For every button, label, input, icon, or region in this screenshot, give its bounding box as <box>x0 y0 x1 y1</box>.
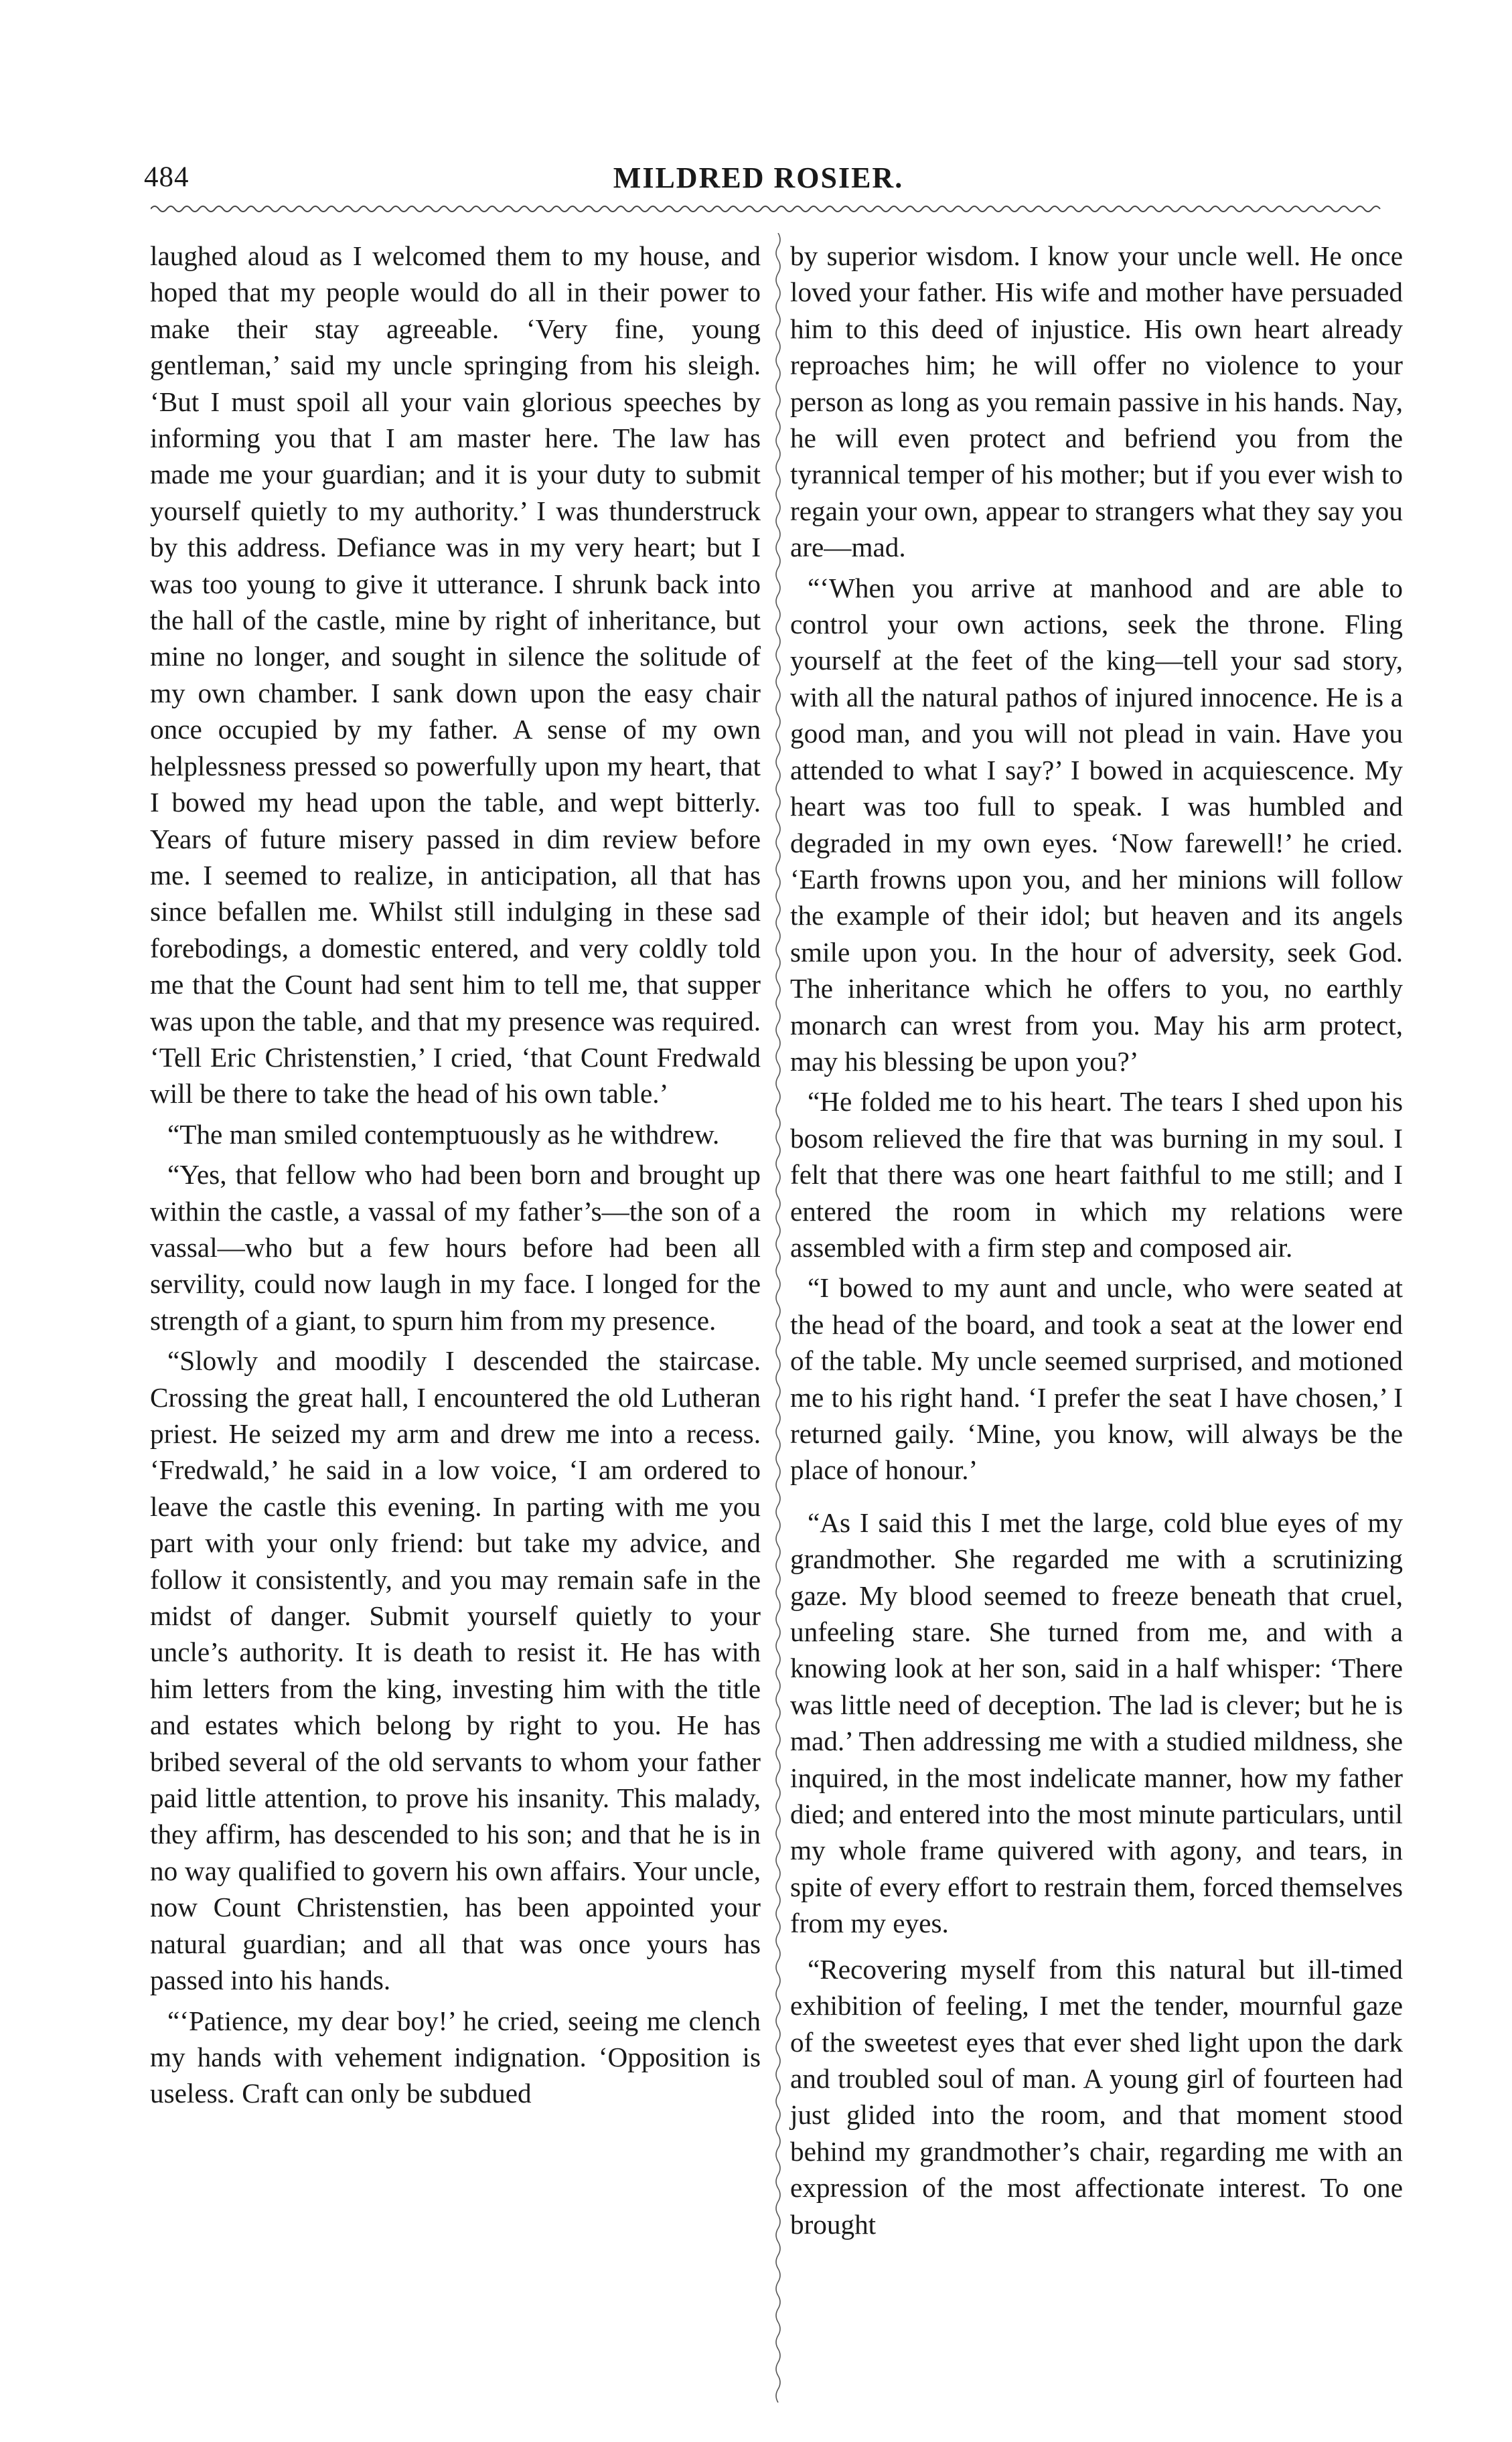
paragraph: “‘When you arrive at manhood and are able to control your own actions, seek the throne. Fling yourself at the feet of the king—tell your sad story, with all the natural pathos of injured innocence. He is a good man, and you will not plead in vain. Have you attended to what I say?’ I bowed in acquiescence. My heart was too full to speak. I was humbled and degraded in my own eyes. ‘Now farewell!’ he cried. ‘Earth frowns upon you, and her minions will follow the example of their idol; but heaven and its angels smile upon you. In the hour of adversity, seek God. The inheritance which he offers to you, no earthly monarch can wrest from you. May his arm protect, may his blessing be upon you?’ <box>790 572 1403 1077</box>
paragraph: “‘Patience, my dear boy!’ he cried, seeing me clench my hands with vehement indignation. ‘Opposition is useless. Craft can only be subdued <box>150 2005 761 2109</box>
header-ornamental-rule <box>151 201 1383 217</box>
page-number: 484 <box>144 161 190 193</box>
column-divider <box>771 233 785 2409</box>
paragraph: “Slowly and moodily I descended the staircase. Crossing the great hall, I encountered the old Lutheran priest. He seized my arm and drew me into a recess. ‘Fredwald,’ he said in a low voice, ‘I am ordered to leave the castle this evening. In parting with me you part with your only friend: but take my advice, and follow it consistently, and you may remain safe in the midst of danger. Submit yourself quietly to your uncle’s authority. It is death to resist it. He has with him letters from the king, investing him with the title and estates which belong by right to you. He has bribed several of the old servants to whom your father paid little attention, to prove his insanity. This malady, they affirm, has descended to his son; and that he is in no way qualified to govern his own affairs. Your uncle, now Count Christenstien, has been appointed your natural guardian; and all that was once yours has passed into his hands. <box>150 1345 761 1996</box>
paragraph: “The man smiled contemptuously as he withdrew. <box>167 1118 720 1150</box>
paragraph: by superior wisdom. I know your uncle well. He once loved your father. His wife and mother have persuaded him to this deed of injustice. His own heart already reproaches him; he will offer no violence to your person as long as you remain passive in his hands. Nay, he will even protect and befriend you from the tyrannical temper of his mother; but if you ever wish to regain your own, appear to strangers what they say you are—mad. <box>790 240 1403 563</box>
paragraph: “As I said this I met the large, cold blue eyes of my grandmother. She regarded me with a scrutinizing gaze. My blood seemed to freeze beneath that cruel, unfeeling stare. She turned from me, and with a knowing look at her son, said in a half whisper: ‘There was little need of deception. The lad is clever; but he is mad.’ Then addressing me with a studied mildness, she inquired, in the most indelicate manner, how my father died; and entered into the most minute particulars, until my whole frame quivered with agony, and tears, in spite of every effort to restrain them, forced themselves from my eyes. <box>790 1507 1403 1939</box>
paragraph: “I bowed to my aunt and uncle, who were seated at the head of the board, and took a seat at the lower end of the table. My uncle seemed surprised, and motioned me to his right hand. ‘I prefer the seat I have chosen,’ I returned gaily. ‘Mine, you know, will always be the place of honour.’ <box>790 1272 1403 1486</box>
paragraph: laughed aloud as I welcomed them to my house, and hoped that my people would do all in their power to make their stay agreeable. ‘Very fine, young gentleman,’ said my uncle springing from his sleigh. ‘But I must spoil all your vain glorious speeches by informing you that I am master here. The law has made me your guardian; and it is your duty to submit yourself quietly to my authority.’ I was thunderstruck by this address. Defiance was in my very heart; but I was too young to give it utterance. I shrunk back into the hall of the castle, mine by right of inheritance, but mine no longer, and sought in silence the solitude of my own chamber. I sank down upon the easy chair once occupied by my father. A sense of my own helplessness pressed so powerfully upon my heart, that I bowed my head upon the table, and wept bitterly. Years of future misery passed in dim review before me. I seemed to realize, in anticipation, all that has since befallen me. Whilst still indulging in these sad forebodings, a domestic entered, and very coldly told me that the Count had sent him to tell me, that supper was upon the table, and that my presence was required. ‘Tell Eric Christenstien,’ I cried, ‘that Count Fredwald will be there to take the head of his own table.’ <box>150 240 761 1110</box>
left-column <box>150 238 761 2112</box>
paragraph: “Recovering myself from this natural but ill-timed exhibition of feeling, I met the tender, mournful gaze of the sweetest eyes that ever shed light upon the dark and troubled soul of man. A young girl of fourteen had just glided into the room, and that moment stood behind my grandmother’s chair, regarding me with an expression of the most affectionate interest. To one brought <box>790 1953 1403 2240</box>
paragraph: “He folded me to his heart. The tears I shed upon his bosom relieved the fire that was burning in my soul. I felt that there was one heart faithful to me still; and I entered the room in which my relations were assembled with a firm step and composed air. <box>790 1086 1403 1263</box>
paragraph: “Yes, that fellow who had been born and brought up within the castle, a vassal of my father’s—the son of a vassal—who but a few hours before had been all servility, could now laugh in my face. I longed for the strength of a giant, to spurn him from my presence. <box>150 1159 761 1336</box>
running-title: MILDRED ROSIER. <box>613 161 904 194</box>
right-column <box>790 238 1403 2242</box>
